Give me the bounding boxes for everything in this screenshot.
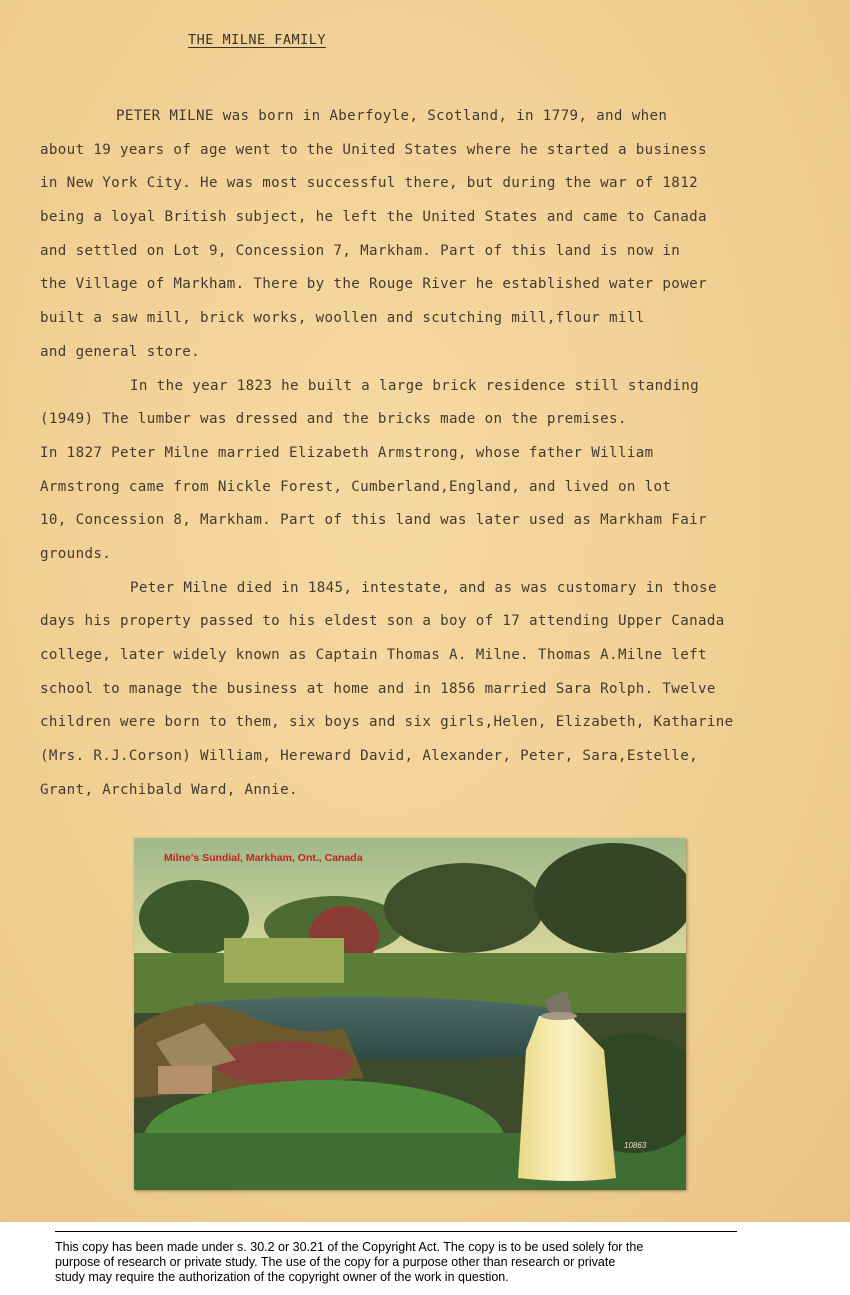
text-line: In 1827 Peter Milne married Elizabeth Armstrong, whose father William xyxy=(40,444,654,461)
notice-line: This copy has been made under s. 30.2 or 30.21 of the Copyright Act. The copy is to be used solely for the xyxy=(55,1240,644,1254)
text-line: PETER MILNE was born in Aberfoyle, Scotland, in 1779, and when xyxy=(116,108,668,124)
body-text xyxy=(40,100,830,807)
paragraph-3 xyxy=(40,572,830,808)
flower-bed xyxy=(214,1041,354,1085)
text-line: and settled on Lot 9, Concession 7, Markham. Part of this land is now in xyxy=(40,242,681,259)
notice-divider xyxy=(55,1231,737,1232)
postcard-illustration xyxy=(134,838,686,1190)
distant-field xyxy=(224,938,344,983)
text-line: 10, Concession 8, Markham. Part of this land was later used as Markham Fair xyxy=(40,512,707,529)
notice-line: study may require the authorization of the copyright owner of the work in question. xyxy=(55,1270,509,1285)
text-line: (Mrs. R.J.Corson) William, Hereward David, Alexander, Peter, Sara,Estelle, xyxy=(40,748,698,765)
text-line: (1949) The lumber was dressed and the bricks made on the premises. xyxy=(40,411,627,428)
text-line: days his property passed to his eldest son a boy of 17 attending Upper Canada xyxy=(40,613,725,630)
text-line: college, later widely known as Captain Thomas A. Milne. Thomas A.Milne left xyxy=(40,647,707,663)
text-line: about 19 years of age went to the United States where he started a business xyxy=(40,141,707,158)
tree xyxy=(384,863,544,953)
text-line: school to manage the business at home and in 1856 married Sara Rolph. Twelve xyxy=(40,680,716,697)
text-line: the Village of Markham. There by the Rouge River he established water power xyxy=(40,276,707,293)
paragraph-1 xyxy=(40,100,830,370)
paragraph-2 xyxy=(40,370,830,572)
text-line: Grant, Archibald Ward, Annie. xyxy=(40,781,298,798)
copyright-notice xyxy=(55,1240,775,1286)
postcard-caption: Milne's Sundial, Markham, Ont., Canada xyxy=(164,852,363,864)
text-line: Peter Milne died in 1845, intestate, and as was customary in those xyxy=(130,579,717,596)
page-title: THE MILNE FAMILY xyxy=(188,32,327,48)
sundial-postcard xyxy=(134,838,686,1190)
text-line: and general store. xyxy=(40,343,201,360)
postcard-serial: 10863 xyxy=(624,1141,647,1150)
text-line: children were born to them, six boys and six girls,Helen, Elizabeth, Katharine xyxy=(40,714,734,731)
text-line: built a saw mill, brick works, woollen and scutching mill,flour mill xyxy=(40,310,645,327)
text-line: In the year 1823 he built a large brick residence still standing xyxy=(130,377,700,394)
notice-line: purpose of research or private study. The use of the copy for a purpose other than research or private xyxy=(55,1255,616,1270)
shed-wall xyxy=(158,1066,212,1094)
text-line: being a loyal British subject, he left the United States and came to Canada xyxy=(40,209,707,226)
sundial-plate xyxy=(541,1012,577,1020)
sundial-pillar xyxy=(518,1014,616,1181)
text-line: Armstrong came from Nickle Forest, Cumberland,England, and lived on lot xyxy=(40,478,672,495)
text-line: grounds. xyxy=(40,545,112,562)
text-line: in New York City. He was most successful there, but during the war of 1812 xyxy=(40,175,698,192)
